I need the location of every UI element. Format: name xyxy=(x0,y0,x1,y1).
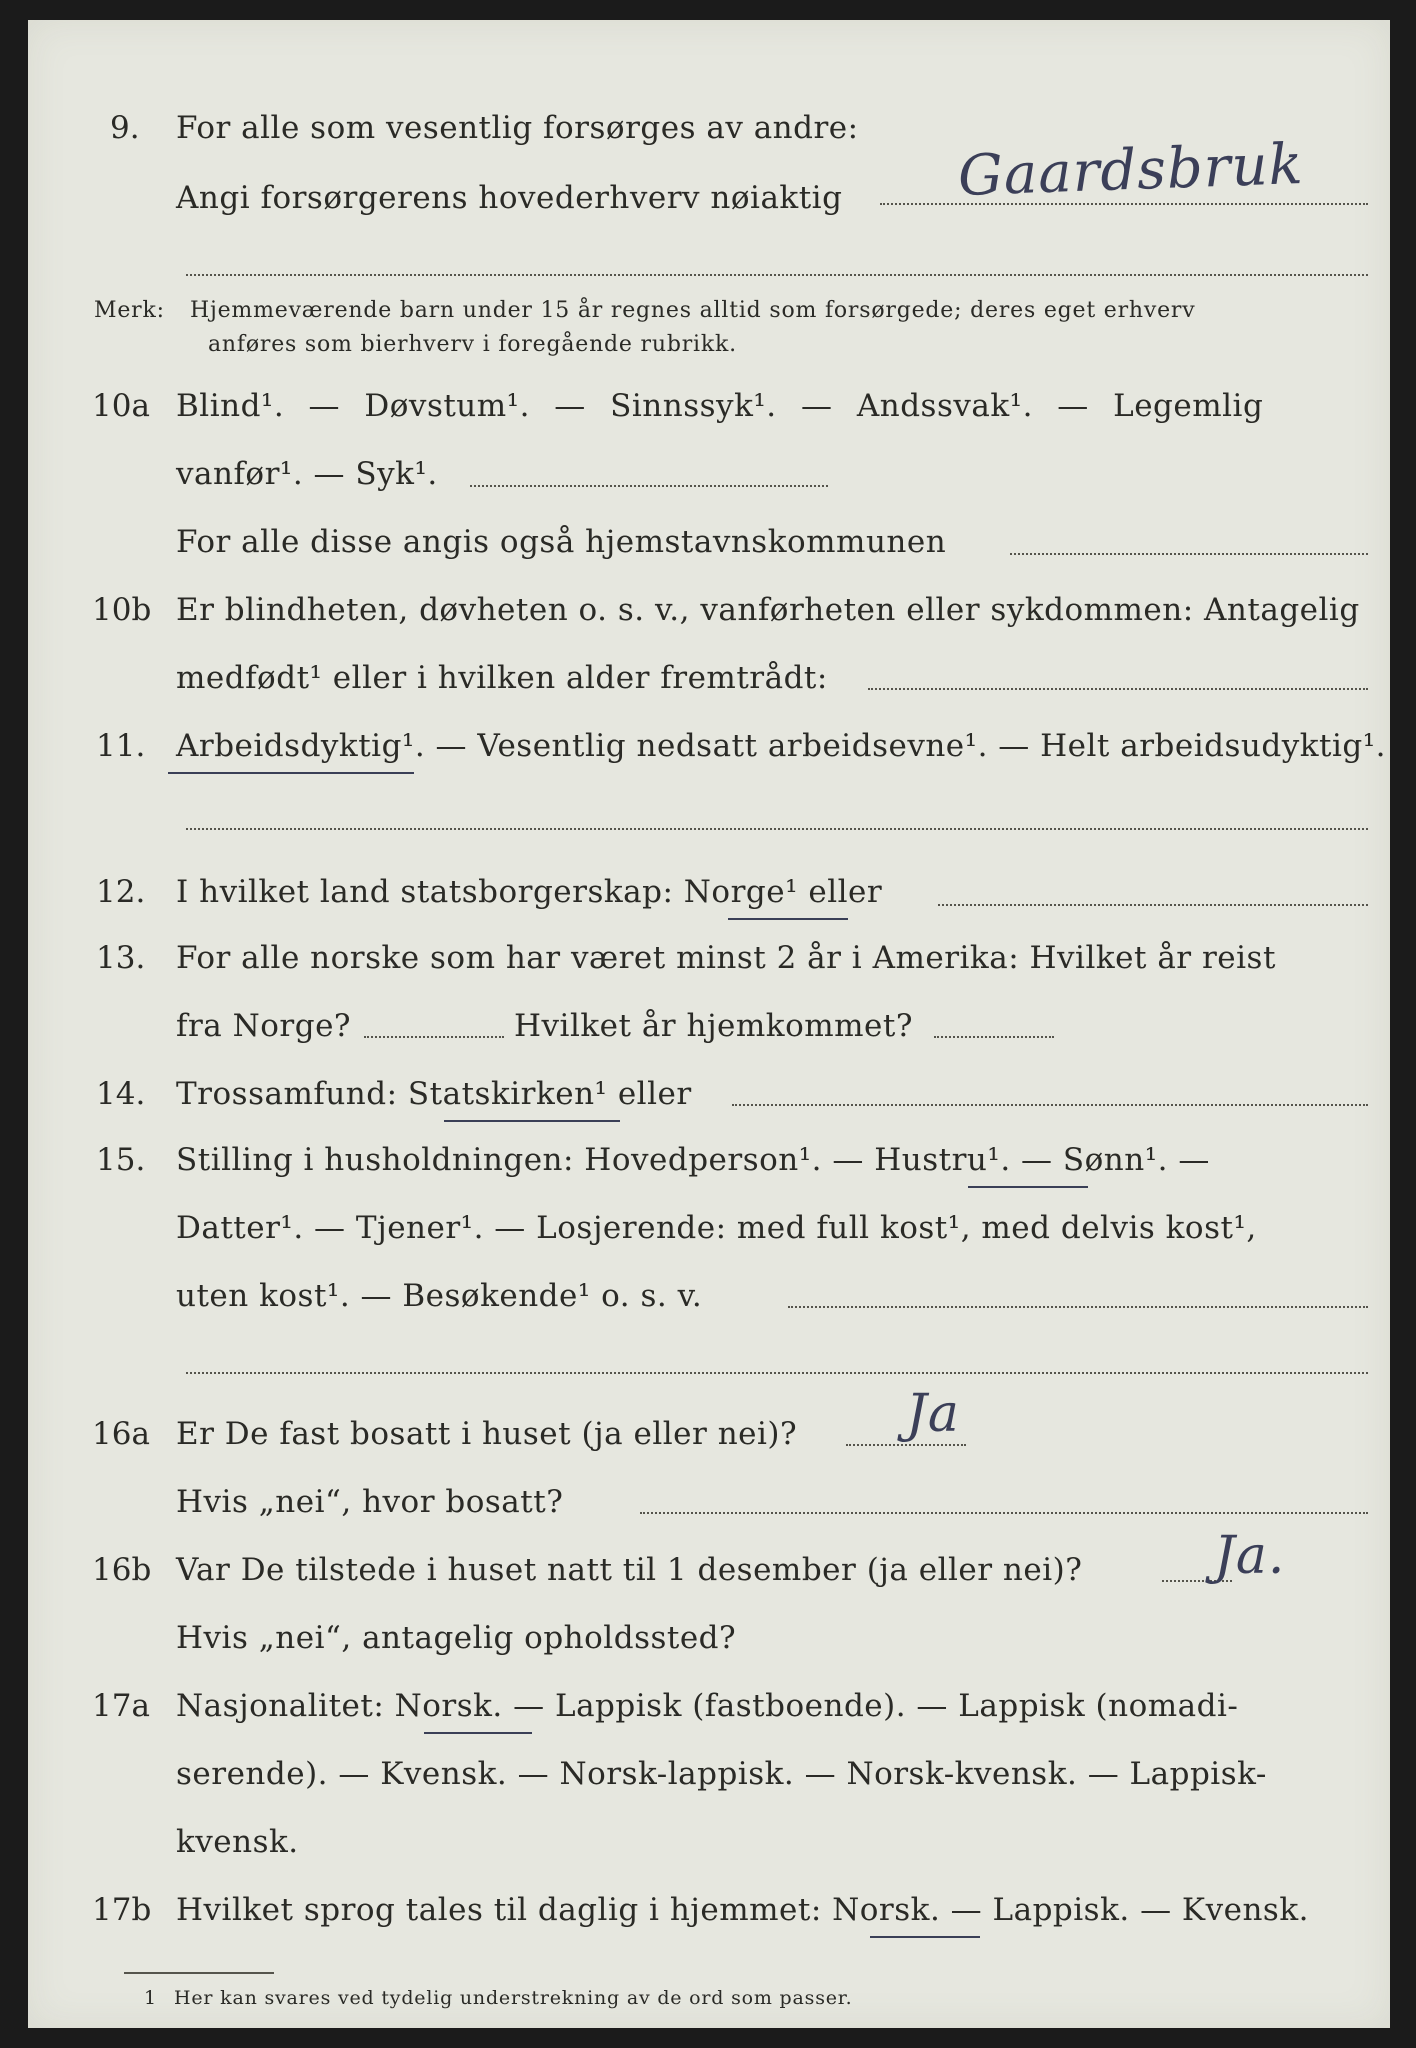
answer-line xyxy=(1010,553,1368,555)
underline-mark xyxy=(424,1732,532,1734)
note-label: Merk: xyxy=(94,298,165,323)
question-text: Arbeidsdyktig¹. — Vesentlig nedsatt arbeidsevne¹. — Helt arbeidsudyktig¹. xyxy=(176,728,1387,764)
answer-line xyxy=(364,1036,504,1038)
answer-line xyxy=(186,274,1368,276)
question-number: 17b xyxy=(92,1892,152,1928)
footnote-rule xyxy=(124,1972,274,1974)
question-number: 16a xyxy=(92,1416,150,1452)
answer-line xyxy=(732,1104,1368,1106)
question-number: 14. xyxy=(96,1076,146,1112)
question-number: 12. xyxy=(96,874,146,910)
question-text: Trossamfund: Statskirken¹ eller xyxy=(176,1076,692,1112)
handwritten-answer: Gaardsbruk xyxy=(956,131,1305,210)
question-text: kvensk. xyxy=(176,1824,299,1860)
question-text: fra Norge? xyxy=(176,1008,352,1044)
answer-line xyxy=(934,1036,1054,1038)
question-text: Var De tilstede i huset natt til 1 desember (ja eller nei)? xyxy=(176,1552,1083,1588)
question-number: 10a xyxy=(92,388,150,424)
question-text: Er blindheten, døvheten o. s. v., vanførheten eller sykdommen: Antagelig xyxy=(176,592,1360,628)
question-text: For alle som vesentlig forsørges av andre: xyxy=(176,110,859,146)
underline-mark xyxy=(168,772,414,774)
form-page xyxy=(28,20,1390,2028)
answer-line xyxy=(186,828,1368,830)
question-number: 15. xyxy=(96,1142,146,1178)
answer-line xyxy=(868,688,1368,690)
note-text: anføres som bierhverv i foregående rubrikk. xyxy=(208,332,737,357)
question-text: Stilling i husholdningen: Hovedperson¹. — Hustru¹. — Sønn¹. — xyxy=(176,1142,1210,1178)
question-text: Angi forsørgerens hovederhverv nøiaktig xyxy=(176,180,843,216)
question-text: I hvilket land statsborgerskap: Norge¹ eller xyxy=(176,874,883,910)
question-number: 16b xyxy=(92,1552,152,1588)
underline-mark xyxy=(870,1936,980,1938)
answer-line xyxy=(640,1512,1368,1514)
answer-line xyxy=(788,1306,1368,1308)
answer-line xyxy=(846,1444,966,1446)
answer-line xyxy=(470,485,828,487)
question-text: medfødt¹ eller i hvilken alder fremtrådt: xyxy=(176,660,828,696)
question-number: 10b xyxy=(92,592,152,628)
footnote-text: Her kan svares ved tydelig understrekning av de ord som passer. xyxy=(174,1987,853,2009)
question-text: Hvis „nei“, antagelig opholdssted? xyxy=(176,1620,737,1656)
answer-line xyxy=(938,904,1368,906)
question-number: 9. xyxy=(110,110,140,146)
answer-line xyxy=(186,1372,1368,1374)
question-text: serende). — Kvensk. — Norsk-lappisk. — Norsk-kvensk. — Lappisk- xyxy=(176,1756,1267,1792)
underline-mark xyxy=(444,1120,620,1122)
answer-line xyxy=(880,203,1368,205)
question-text: For alle disse angis også hjemstavnskommunen xyxy=(176,524,947,560)
note-text: Hjemmeværende barn under 15 år regnes alltid som forsørgede; deres eget erhverv xyxy=(190,298,1196,323)
footnote-mark: 1 xyxy=(144,1987,157,2009)
question-text: uten kost¹. — Besøkende¹ o. s. v. xyxy=(176,1278,703,1314)
question-number: 13. xyxy=(96,940,146,976)
question-text: Hvis „nei“, hvor bosatt? xyxy=(176,1484,564,1520)
question-text: Hvilket sprog tales til daglig i hjemmet: Norsk. — Lappisk. — Kvensk. xyxy=(176,1892,1309,1928)
question-text: vanfør¹. — Syk¹. xyxy=(176,456,438,492)
question-text: Hvilket år hjemkommet? xyxy=(514,1008,913,1044)
underline-mark xyxy=(968,1186,1088,1188)
handwritten-answer: Ja xyxy=(906,1384,960,1444)
question-number: 17a xyxy=(92,1688,150,1724)
underline-mark xyxy=(728,918,848,920)
question-text: For alle norske som har været minst 2 år i Amerika: Hvilket år reist xyxy=(176,940,1276,976)
question-text: Blind¹. — Døvstum¹. — Sinnssyk¹. — Andssvak¹. — Legemlig xyxy=(176,388,1264,424)
handwritten-answer: Ja. xyxy=(1214,1526,1286,1586)
question-text: Er De fast bosatt i huset (ja eller nei)? xyxy=(176,1416,798,1452)
question-number: 11. xyxy=(96,728,146,764)
question-text: Datter¹. — Tjener¹. — Losjerende: med full kost¹, med delvis kost¹, xyxy=(176,1210,1257,1246)
question-text: Nasjonalitet: Norsk. — Lappisk (fastboende). — Lappisk (nomadi- xyxy=(176,1688,1239,1724)
